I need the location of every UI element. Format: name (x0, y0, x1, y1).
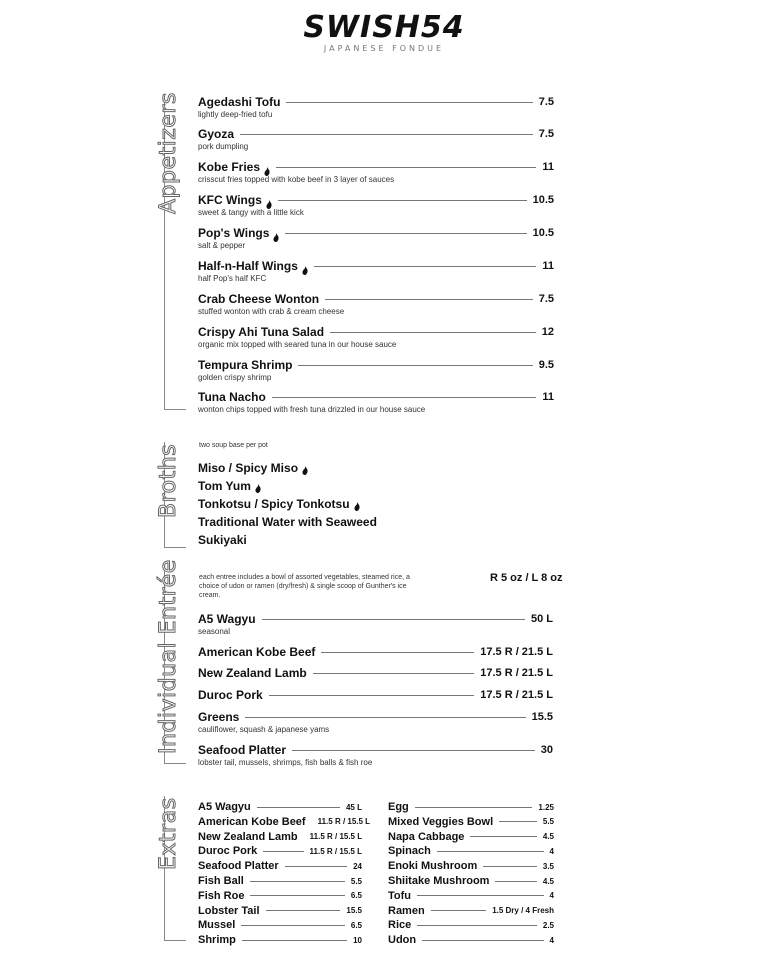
appetizer-desc: organic mix topped with seared tuna in our house sauce (198, 340, 397, 349)
extra-name: American Kobe Beef (198, 815, 306, 828)
entree-price: 30 (540, 744, 553, 756)
appetizer-item (198, 159, 554, 185)
extra-price: 1.25 (538, 802, 554, 812)
extra-price: 11.5 R / 15.5 L (309, 846, 362, 856)
entree-price: 17.5 R / 21.5 L (480, 646, 553, 658)
extra-price: 1.5 Dry / 4 Fresh (492, 906, 554, 916)
spicy-flame-icon (302, 464, 308, 473)
extras-heading: Extras (156, 797, 181, 870)
extra-name: Tofu (388, 889, 412, 902)
extra-item (198, 830, 362, 844)
appetizer-item (198, 94, 554, 120)
spicy-flame-icon (302, 262, 308, 271)
extra-price: 6.5 (350, 891, 362, 901)
extra-item (198, 904, 362, 918)
entree-price: 15.5 (531, 711, 553, 723)
extra-name: Shiitake Mushroom (388, 875, 490, 887)
leader-line (278, 200, 527, 201)
leader-line (240, 134, 533, 135)
entree-note: each entree includes a bowl of assorted vegetables, steamed rice, a choice of udon or ramen (dry/fresh) & single scoop of Gunther's ice cream. (199, 574, 410, 599)
leader-line (272, 397, 537, 398)
leader-line (431, 910, 487, 911)
appetizer-price: 10.5 (532, 194, 554, 206)
leader-line (321, 652, 474, 653)
extra-price: 11.5 R / 15.5 L (309, 832, 363, 842)
appetizer-item (198, 357, 554, 383)
leader-line (292, 750, 535, 751)
extra-price: 24 (353, 861, 362, 871)
appetizer-desc: salt & pepper (198, 241, 246, 250)
appetizer-name: Pop's Wings (198, 226, 270, 240)
spicy-flame-icon (273, 229, 279, 238)
extra-item (198, 874, 362, 888)
extra-item (388, 800, 554, 814)
appetizer-item (198, 324, 554, 350)
extra-name: Enoki Mushroom (388, 860, 478, 873)
leader-line (263, 851, 303, 852)
appetizer-name: Crispy Ahi Tuna Salad (198, 325, 325, 339)
entree-item (198, 611, 553, 637)
broth-name: Tonkotsu / Spicy Tonkotsu (198, 497, 350, 511)
leader-line (269, 695, 475, 696)
appetizer-price: 10.5 (532, 227, 554, 239)
extra-item (388, 844, 554, 858)
appetizer-price: 11 (542, 161, 554, 173)
spicy-flame-icon (354, 500, 360, 509)
entree-desc: seasonal (198, 627, 231, 636)
appetizer-desc: crisscut fries topped with kobe beef in 3 layer of sauces (198, 175, 395, 184)
broth-name: Traditional Water with Seaweed (198, 515, 377, 529)
appetizer-price: 7.5 (538, 293, 554, 305)
leader-line (242, 940, 347, 941)
broth-item (198, 479, 261, 493)
leader-line (257, 807, 340, 808)
appetizer-price: 7.5 (538, 96, 554, 108)
appetizer-desc: stuffed wonton with crab & cream cheese (198, 307, 345, 316)
leader-line (298, 365, 532, 366)
leader-line (422, 940, 543, 941)
appetizer-item (198, 389, 554, 415)
appetizer-price: 9.5 (538, 359, 554, 371)
broth-item (198, 461, 308, 475)
extra-name: Fish Ball (198, 875, 244, 887)
extra-item (198, 859, 362, 873)
broth-item (198, 533, 247, 547)
extra-name: New Zealand Lamb (198, 830, 298, 843)
extra-item (388, 815, 554, 829)
entree-price: 50 L (530, 613, 553, 625)
leader-line (250, 895, 344, 896)
entree-price: 17.5 R / 21.5 L (480, 667, 553, 679)
extra-name: A5 Wagyu (198, 801, 251, 813)
appetizer-desc: sweet & tangy with a little kick (198, 208, 304, 217)
extra-item (388, 933, 554, 947)
extra-price: 15.5 (346, 906, 362, 916)
entree-name: Duroc Pork (198, 688, 263, 702)
appetizer-desc: pork dumpling (198, 142, 249, 151)
extra-name: Spinach (388, 845, 431, 858)
broth-item (198, 497, 360, 511)
entree-item (198, 644, 553, 660)
entree-item (198, 687, 553, 703)
extra-item (388, 859, 554, 873)
spicy-flame-icon (266, 196, 272, 205)
extra-item (198, 918, 362, 932)
leader-line (285, 866, 347, 867)
broth-name: Sukiyaki (198, 533, 247, 547)
appetizer-price: 11 (542, 391, 554, 403)
appetizer-item (198, 225, 554, 251)
appetizers-heading: Appetizers (156, 92, 181, 214)
leader-line (499, 821, 537, 822)
appetizer-name: Kobe Fries (198, 160, 261, 174)
extra-price: 10 (353, 935, 362, 945)
extra-item (388, 889, 554, 903)
leader-line (245, 717, 525, 718)
appetizer-desc: golden crispy shrimp (198, 373, 272, 382)
entree-heading: Individual Entrée (156, 559, 181, 754)
extra-name: Ramen (388, 904, 425, 917)
extra-price: 4.5 (542, 876, 554, 886)
leader-line (415, 807, 533, 808)
extra-name: Duroc Pork (198, 845, 258, 858)
entree-item (198, 742, 553, 768)
extra-price: 45 L (345, 802, 362, 812)
leader-line (286, 102, 532, 103)
entree-size-legend: R 5 oz / L 8 oz (490, 572, 563, 584)
appetizer-name: Tuna Nacho (198, 390, 266, 404)
extra-name: Egg (388, 801, 409, 813)
appetizer-name: Half-n-Half Wings (198, 259, 298, 273)
appetizer-desc: lightly deep-fried tofu (198, 110, 273, 119)
extra-price: 5.5 (542, 817, 554, 827)
leader-line (285, 233, 526, 234)
entree-name: American Kobe Beef (198, 645, 316, 659)
brand-logo (0, 12, 768, 53)
broth-name: Miso / Spicy Miso (198, 461, 299, 475)
appetizer-price: 11 (542, 260, 554, 272)
extra-name: Rice (388, 919, 412, 932)
extra-item (388, 918, 554, 932)
leader-line (313, 673, 475, 674)
broths-heading: Broths (156, 443, 181, 518)
extra-price: 11.5 R / 15.5 L (317, 817, 371, 827)
extra-item (198, 933, 362, 947)
spicy-flame-icon (264, 163, 270, 172)
leader-line (417, 925, 537, 926)
leader-line (330, 332, 536, 333)
extra-price: 6.5 (350, 920, 362, 930)
extra-price: 2.5 (542, 920, 554, 930)
entree-desc: lobster tail, mussels, shrimps, fish balls & fish roe (198, 758, 373, 767)
extra-item (198, 844, 362, 858)
spicy-flame-icon (255, 482, 261, 491)
entree-name: A5 Wagyu (198, 612, 256, 626)
leader-line (266, 910, 341, 911)
brand-tagline: JAPANESE FONDUE (323, 44, 445, 53)
leader-line (262, 619, 525, 620)
appetizer-name: Crab Cheese Wonton (198, 292, 320, 306)
leader-line (470, 836, 536, 837)
entree-name: Greens (198, 710, 240, 724)
extra-price: 5.5 (350, 876, 362, 886)
appetizer-name: Gyoza (198, 127, 235, 141)
extra-price: 4.5 (542, 832, 554, 842)
entree-price: 17.5 R / 21.5 L (480, 689, 553, 701)
broth-name: Tom Yum (198, 479, 251, 493)
extra-price: 4 (549, 846, 554, 856)
extra-name: Seafood Platter (198, 860, 279, 873)
extra-name: Udon (388, 934, 417, 947)
entree-name: Seafood Platter (198, 743, 287, 757)
entree-name: New Zealand Lamb (198, 666, 307, 680)
leader-line (314, 266, 536, 267)
appetizer-item (198, 258, 554, 284)
extra-item (198, 800, 362, 814)
appetizer-item (198, 291, 554, 317)
appetizer-item (198, 126, 554, 152)
extra-price: 4 (549, 891, 554, 901)
extra-name: Napa Cabbage (388, 830, 465, 843)
leader-line (325, 299, 533, 300)
leader-line (437, 851, 544, 852)
extra-item (198, 815, 371, 829)
appetizer-price: 12 (541, 326, 554, 338)
extra-item (198, 889, 362, 903)
extra-name: Mussel (198, 919, 236, 932)
leader-line (276, 167, 536, 168)
broth-item (198, 515, 377, 529)
appetizer-item (198, 192, 554, 218)
leader-line (241, 925, 345, 926)
extra-item (388, 904, 554, 918)
leader-line (483, 866, 537, 867)
appetizer-name: Agedashi Tofu (198, 95, 281, 109)
extra-name: Fish Roe (198, 889, 245, 902)
extra-name: Lobster Tail (198, 904, 260, 917)
appetizer-desc: half Pop's half KFC (198, 274, 267, 283)
extra-name: Mixed Veggies Bowl (388, 815, 494, 828)
brand-wordmark: SWISH54 (303, 10, 465, 45)
leader-line (417, 895, 544, 896)
appetizer-price: 7.5 (538, 128, 554, 140)
appetizer-desc: wonton chips topped with fresh tuna drizzled in our house sauce (198, 405, 426, 414)
leader-line (250, 881, 345, 882)
entree-item (198, 665, 553, 681)
extra-item (388, 830, 554, 844)
extra-name: Shrimp (198, 934, 236, 947)
entree-desc: cauliflower, squash & japanese yams (198, 725, 330, 734)
extra-item (388, 874, 554, 888)
entree-item (198, 709, 553, 735)
leader-line (495, 881, 536, 882)
appetizer-name: KFC Wings (198, 193, 262, 207)
appetizer-name: Tempura Shrimp (198, 358, 293, 372)
extra-price: 3.5 (542, 861, 554, 871)
broths-note: two soup base per pot (199, 442, 268, 449)
extra-price: 4 (549, 935, 554, 945)
